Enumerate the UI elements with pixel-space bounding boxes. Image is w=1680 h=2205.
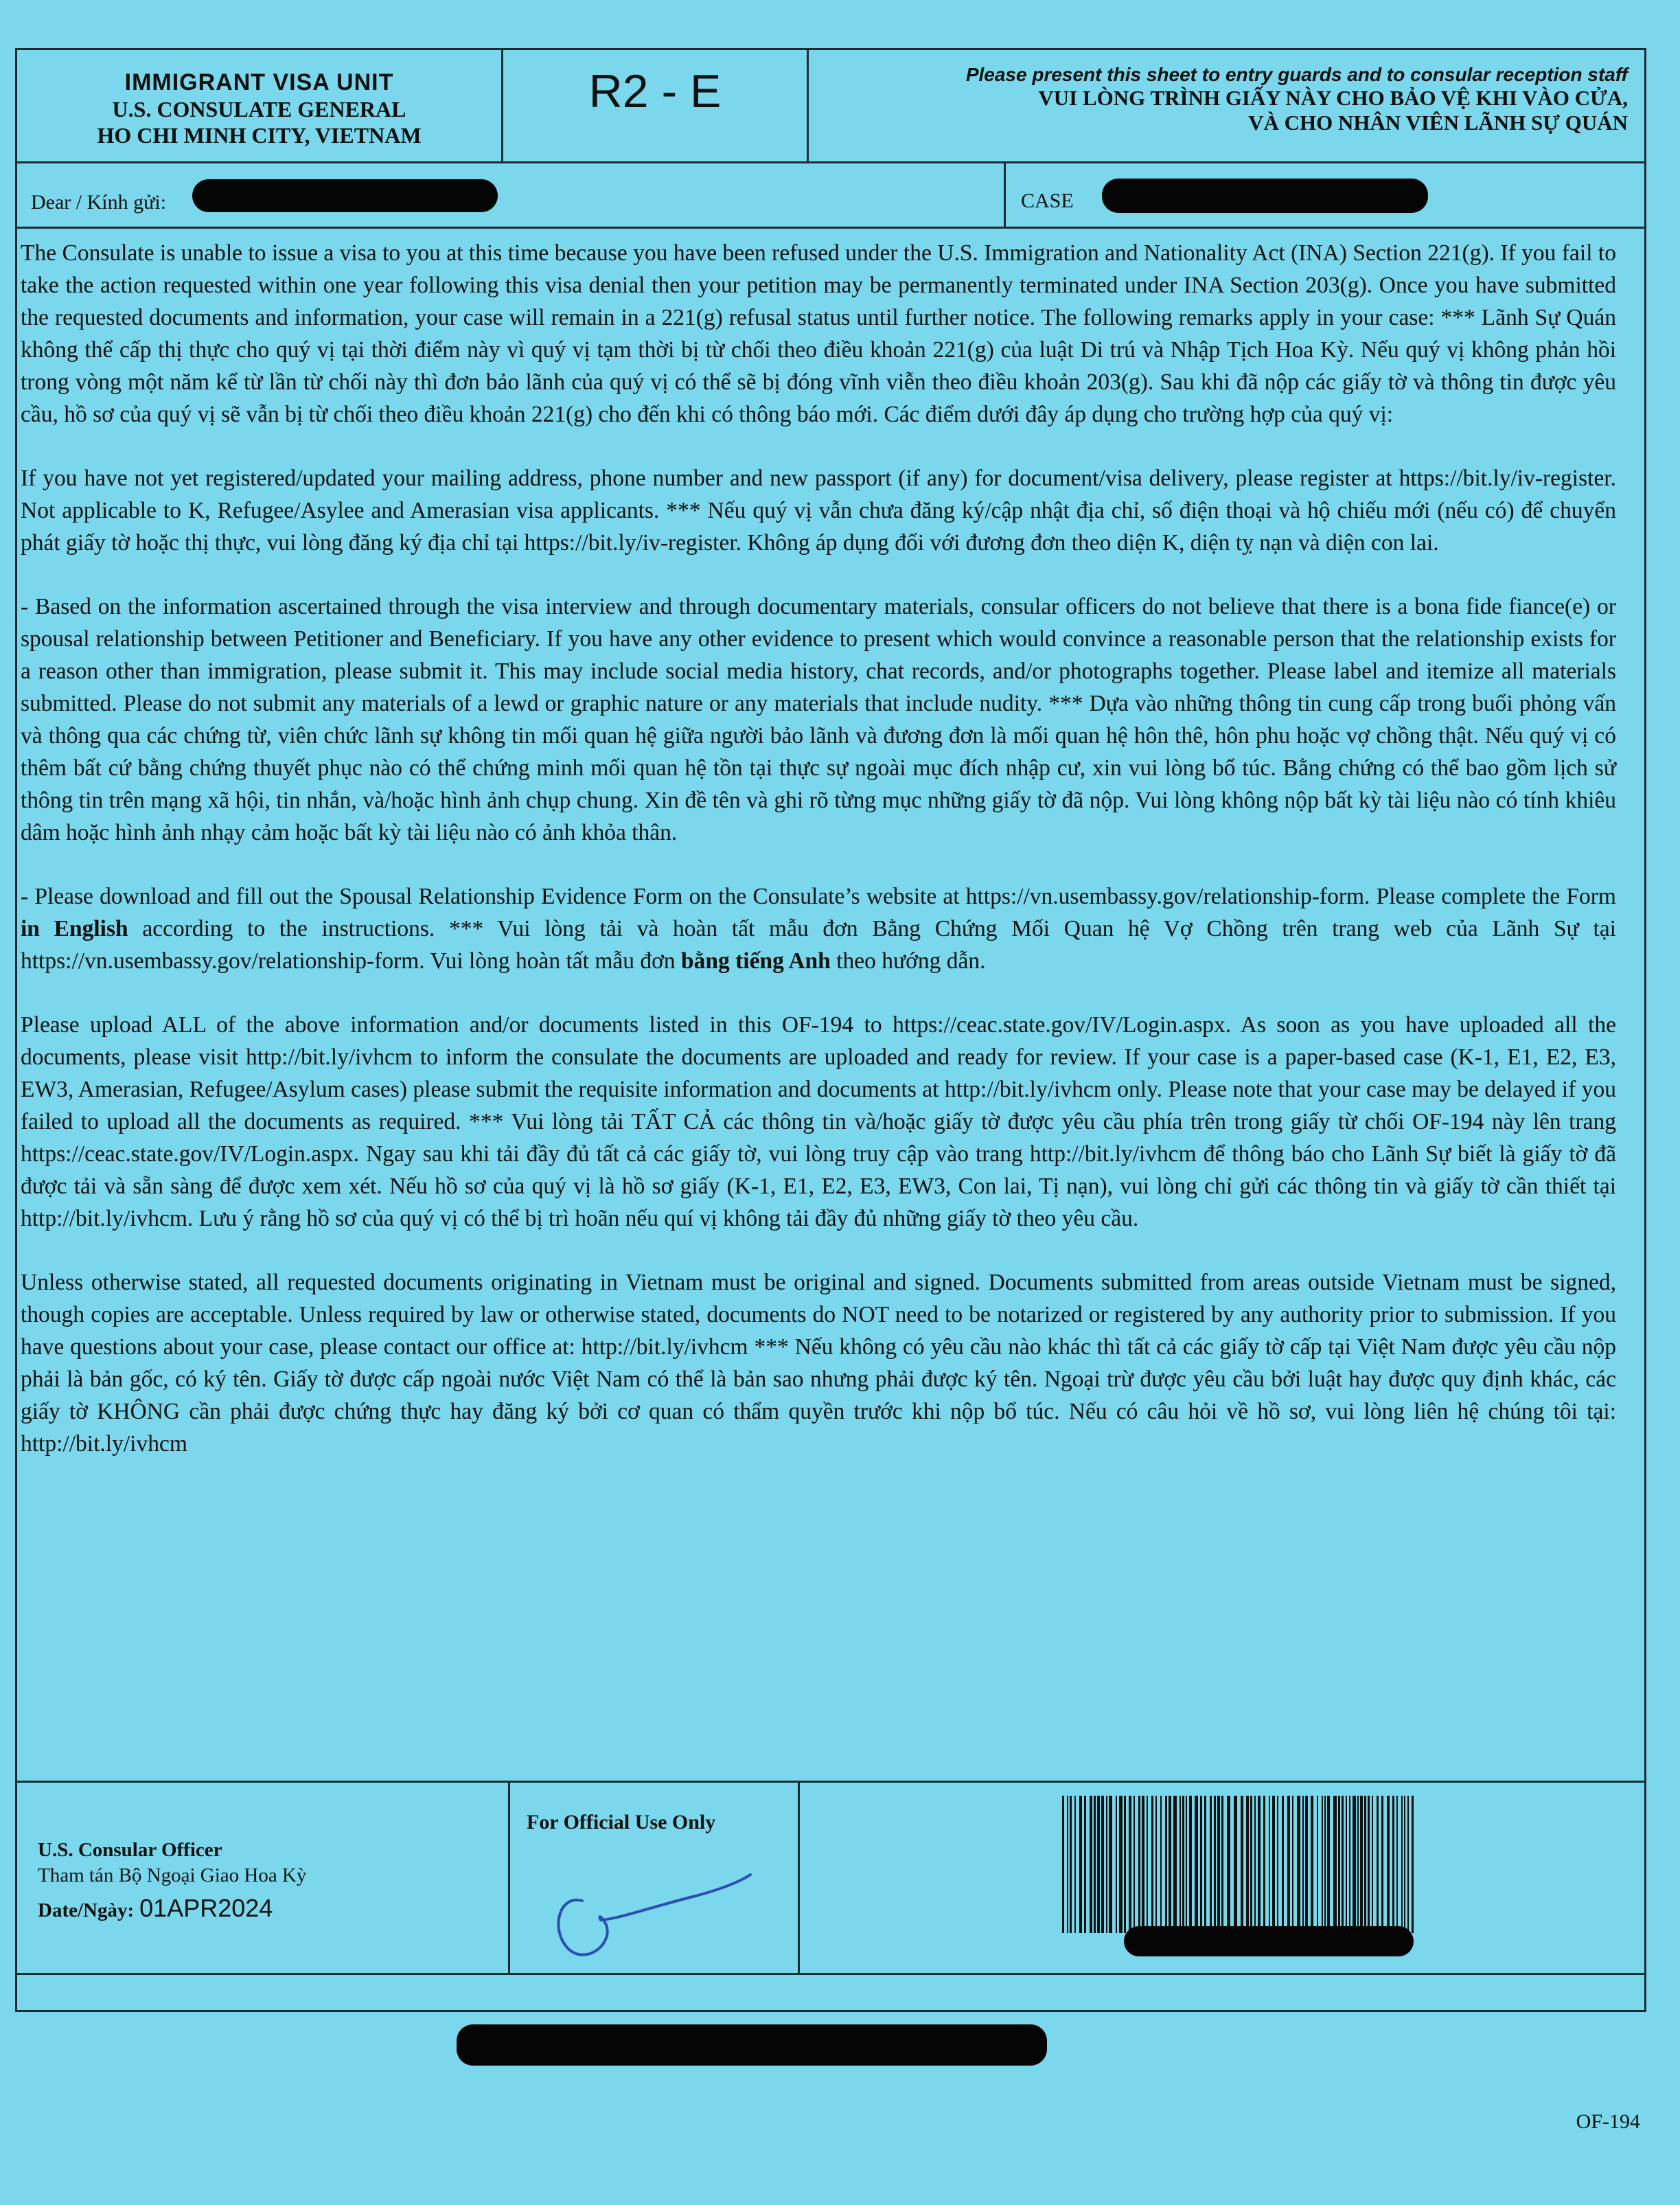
recipient-name-redaction: [192, 179, 498, 212]
barcode-bar: [1401, 1796, 1403, 1933]
barcode-bar: [1258, 1796, 1261, 1933]
case-number-redaction: [1102, 179, 1428, 213]
paragraph-upload-instructions: Please upload ALL of the above information and/or documents listed in this OF-194 to https://ceac.state.gov/IV/Login.aspx. As soon as you have uploaded all the documents, please visit http://bit.ly/ivhcm to inform the consulate the documents are uploaded and ready for review. If your case is a paper-based case (K-1, E1, E2, E3, EW3, Amerasian, Refugee/Asylum cases) please submit the requisite information and documents at http://bit.ly/ivhcm only. Please note that your case may be delayed if you failed to upload all the documents as required. *** Vui lòng tải TẤT CẢ các thông tin và/hoặc giấy tờ được yêu cầu phía trên trong giấy từ chối OF-194 này lên trang https://ceac.state.gov/IV/Login.aspx. Ngay sau khi tải đầy đủ tất cả các giấy tờ, vui lòng truy cập vào trang http://bit.ly/ivhcm để thông báo cho Lãnh Sự biết là giấy tờ đã được tải và sẵn sàng để được xem xét. Nếu hồ sơ của quý vị là hồ sơ giấy (K-1, E1, E2, E3, EW3, Con lai, Tị nạn), vui lòng chỉ gửi các thông tin và giấy tờ cần thiết tại http://bit.ly/ivhcm. Lưu ý rằng hồ sơ của quý vị có thể bị trì hoãn nếu quí vị không tải đầy đủ những giấy tờ theo yêu cầu.: [21, 1012, 1616, 1231]
date-label: Date/Ngày:: [38, 1899, 135, 1921]
barcode-bar: [1404, 1796, 1405, 1933]
case-label: CASE: [1021, 190, 1074, 212]
official-use-cell: [510, 1781, 800, 1973]
consular-officer-cell: [17, 1781, 510, 1973]
barcode-bar: [1173, 1796, 1177, 1933]
barcode-bar: [1204, 1796, 1206, 1933]
barcode-cell: [800, 1781, 1644, 1973]
form-text-1: - Please download and fill out the Spousal Relationship Evidence Form on the Consulate’s website at https://vn.usembassy.gov/relationship-form. Please complete the Form: [21, 884, 1616, 909]
barcode-bar: [1250, 1796, 1252, 1933]
barcode-bar: [1360, 1796, 1363, 1933]
paragraph-refusal-notice: The Consulate is unable to issue a visa to you at this time because you have been refused under the U.S. Immigration and Nationality Act (INA) Section 221(g). If you fail to take the action requested within one year following this visa denial then your petition may be permanently terminated under INA Section 203(g). Once you have submitted the requested documents and information, your case will remain in a 221(g) refusal status until further notice. The following remarks apply in your case: *** Lãnh Sự Quán không thể cấp thị thực cho quý vị tại thời điểm này vì quý vị tạm thời bị từ chối theo điều khoản 221(g) của luật Di trú và Nhập Tịch Hoa Kỳ. Nếu quý vị không phản hồi trong vòng một năm kể từ lần từ chối này thì đơn bảo lãnh của quý vị có thể sẽ bị đóng vĩnh viễn theo điều khoản 203(g). Sau khi đã nộp các giấy tờ và thông tin được yêu cầu, hồ sơ của quý vị sẽ vẫn bị từ chối theo điều khoản 221(g) cho đến khi có thông báo mới. Các điểm dưới đây áp dụng cho trường hợp của quý vị:: [21, 240, 1616, 427]
barcode-bar: [1227, 1796, 1230, 1933]
barcode-bar: [1180, 1796, 1181, 1933]
barcode-bar: [1277, 1796, 1278, 1933]
paragraph-document-requirements: Unless otherwise stated, all requested documents originating in Vietnam must be original and signed. Documents submitted from areas outside Vietnam must be signed, though copies are acceptable. Unless required by law or otherwise stated, documents do NOT need to be notarized or registered by any authority prior to submission. If you have questions about your case, please contact our office at: http://bit.ly/ivhcm *** Nếu không có yêu cầu nào khác thì tất cả các giấy tờ cấp tại Việt Nam được yêu cầu nộp phải là bản gốc, có ký tên. Giấy tờ được cấp ngoài nước Việt Nam có thể là bản sao nhưng phải được ký tên. Ngoại trừ được yêu cầu bởi luật hay được quy định khác, các giấy tờ KHÔNG cần phải được chứng thực hay đăng ký bởi cơ quan có thẩm quyền trước khi nộp bổ túc. Nếu có câu hỏi về hồ sơ, vui lòng liên hệ chúng tôi tại: http://bit.ly/ivhcm: [21, 1270, 1616, 1456]
barcode-bar: [1074, 1796, 1076, 1933]
barcode-bar: [1214, 1796, 1216, 1933]
barcode-bar: [1142, 1796, 1144, 1933]
paragraph-relationship-form: [21, 880, 1616, 977]
form-emphasis-vi: bằng tiếng Anh: [680, 948, 831, 974]
issuing-unit-box: [17, 50, 503, 163]
barcode-bar: [1282, 1796, 1284, 1933]
barcode-bar: [1263, 1796, 1265, 1933]
barcode-bar: [1392, 1796, 1394, 1933]
barcode-bar: [1377, 1796, 1379, 1933]
date-value: 01APR2024: [139, 1894, 273, 1922]
barcode-bar: [1221, 1796, 1223, 1933]
barcode-bar: [1182, 1796, 1184, 1933]
barcode-bar: [1210, 1796, 1212, 1933]
barcode-bar: [1287, 1796, 1290, 1933]
barcode-bar: [1412, 1796, 1414, 1933]
barcode-bar: [1200, 1796, 1202, 1933]
case-cell: [1006, 163, 1644, 229]
form-emphasis-en: in English: [21, 916, 128, 941]
barcode-bar: [1147, 1796, 1148, 1933]
entry-notice-vi-line2: VÀ CHO NHÂN VIÊN LÃNH SỰ QUÁN: [1248, 111, 1628, 135]
barcode-bar: [1189, 1796, 1192, 1933]
barcode-bar: [1254, 1796, 1256, 1933]
barcode-bar: [1353, 1796, 1356, 1933]
barcode-bar: [1234, 1796, 1237, 1933]
barcode-bar: [1097, 1796, 1100, 1933]
barcode-bar: [1311, 1796, 1313, 1933]
barcode-bar: [1106, 1796, 1107, 1933]
dear-label: Dear / Kính gửi:: [31, 191, 167, 214]
consulate-city: HO CHI MINH CITY, VIETNAM: [97, 123, 422, 148]
paragraph-registration: If you have not yet registered/updated your mailing address, phone number and new passport (if any) for document/visa delivery, please register at https://bit.ly/iv-register. Not applicable to K, Refugee/Asylee and Amerasian visa applicants. *** Nếu quý vị vẫn chưa đăng ký/cập nhật địa chỉ, số điện thoại và hộ chiếu mới (nếu có) để chuyển phát giấy tờ hoặc thị thực, vui lòng đăng ký địa chỉ tại https://bit.ly/iv-register. Không áp dụng đối với đương đơn theo diện K, diện tỵ nạn và diện con lai.: [21, 466, 1616, 556]
barcode-bar: [1269, 1796, 1270, 1933]
barcode-bar: [1292, 1796, 1293, 1933]
officer-title-vi: Tham tán Bộ Ngoại Giao Hoa Kỳ: [38, 1864, 307, 1886]
barcode-bar: [1305, 1796, 1308, 1933]
barcode-bar: [1155, 1796, 1157, 1933]
consulate-name: U.S. CONSULATE GENERAL: [112, 97, 406, 122]
barcode-bar: [1246, 1796, 1249, 1933]
barcode-bar: [1079, 1796, 1082, 1933]
barcode-bar: [1241, 1796, 1243, 1933]
entry-notice-en: Please present this sheet to entry guards and to consular reception staff: [965, 64, 1628, 85]
refusal-date: [38, 1894, 273, 1923]
barcode-bar: [1407, 1796, 1409, 1933]
refusal-code: R2 - E: [503, 50, 809, 163]
barcode-bar: [1151, 1796, 1153, 1933]
form-number: OF-194: [1576, 2110, 1640, 2133]
barcode-bar: [1109, 1796, 1112, 1933]
barcode-bar: [1067, 1796, 1068, 1933]
barcode-bar: [1324, 1796, 1326, 1933]
barcode-bar: [1327, 1796, 1330, 1933]
barcode-bar: [1090, 1796, 1092, 1933]
barcode-bar: [1272, 1796, 1275, 1933]
official-use-label: For Official Use Only: [527, 1811, 716, 1833]
form-text-2: according to the instructions. *** Vui lòng tải và hoàn tất mẫu đơn Bằng Chứng Mối Quan hệ Vợ Chồng trên trang web của Lãnh Sự tại https://vn.usembassy.gov/relationship-form. Vui lòng hoàn tất mẫu đơn: [21, 916, 1616, 974]
barcode-bar: [1346, 1796, 1347, 1933]
barcode-bar: [1160, 1796, 1162, 1933]
refusal-letter-body: [21, 237, 1616, 1492]
barcode-bar: [1217, 1796, 1220, 1933]
barcode-bar: [1302, 1796, 1304, 1933]
barcode-bar: [1116, 1796, 1117, 1933]
case-barcode: [1061, 1796, 1418, 1933]
barcode-bar: [1138, 1796, 1140, 1933]
barcode-bar: [1297, 1796, 1300, 1933]
entry-notice-vi-line1: VUI LÒNG TRÌNH GIẤY NÀY CHO BẢO VỆ KHI VÀO CỬA,: [1038, 86, 1628, 110]
recipient-cell: [17, 163, 1006, 229]
barcode-bar: [1381, 1796, 1383, 1933]
barcode-number-redaction: [1124, 1926, 1414, 1956]
barcode-bar: [1387, 1796, 1390, 1933]
barcode-bar: [1338, 1796, 1340, 1933]
form-text-3: theo hướng dẫn.: [830, 948, 986, 974]
entry-notice-box: [809, 50, 1644, 163]
barcode-bar: [1165, 1796, 1167, 1933]
barcode-bar: [1101, 1796, 1104, 1933]
footer-middle-rule: [17, 1973, 1644, 1975]
barcode-bar: [1322, 1796, 1323, 1933]
barcode-bar: [1124, 1796, 1126, 1933]
unit-title: IMMIGRANT VISA UNIT: [124, 69, 394, 95]
barcode-bar: [1129, 1796, 1131, 1933]
barcode-bar: [1070, 1796, 1072, 1933]
barcode-bar: [1396, 1796, 1398, 1933]
barcode-bar: [1169, 1796, 1171, 1933]
barcode-bar: [1364, 1796, 1366, 1933]
barcode-bar: [1317, 1796, 1318, 1933]
paragraph-relationship-evidence: - Based on the information ascertained through the visa interview and through documentary materials, consular officers do not believe that there is a bona fide fiance(e) or spousal relationship between Petitioner and Beneficiary. If you have any other evidence to present which would convince a reasonable person that the relationship exists for a reason other than immigration, please submit it. This may include social media history, chat records, and/or photographs together. Please label and itemize all materials submitted. Please do not submit any materials of a lewd or graphic nature or any materials that include nudity. *** Dựa vào những thông tin cung cấp trong buổi phỏng vấn và thông qua các chứng từ, viên chức lãnh sự không tin mối quan hệ giữa người bảo lãnh và đương đơn là mối quan hệ hôn thê, hôn phu hoặc vợ chồng thật. Nếu quý vị có thêm bất cứ bằng chứng thuyết phục nào có thể chứng minh mối quan hệ tồn tại thực sự ngoài mục đích nhập cư, xin vui lòng bổ túc. Bằng chứng có thể bao gồm lịch sử thông tin trên mạng xã hội, tin nhắn, và/hoặc hình ảnh chụp chung. Xin đề tên và ghi rõ từng mục những giấy tờ đã nộp. Vui lòng không nộp bất kỳ tài liệu nào có tính khiêu dâm hoặc hình ảnh nhạy cảm hoặc bất kỳ tài liệu nào có ảnh khỏa thân.: [21, 594, 1616, 845]
barcode-bar: [1372, 1796, 1373, 1933]
barcode-bar: [1349, 1796, 1350, 1933]
barcode-bar: [1368, 1796, 1370, 1933]
barcode-bar: [1342, 1796, 1344, 1933]
barcode-bar: [1094, 1796, 1096, 1933]
barcode-bar: [1119, 1796, 1123, 1933]
barcode-bar: [1333, 1796, 1337, 1933]
barcode-bar: [1084, 1796, 1086, 1933]
barcode-bar: [1062, 1796, 1064, 1933]
barcode-bar: [1195, 1796, 1198, 1933]
officer-title: U.S. Consular Officer: [38, 1839, 222, 1861]
barcode-bar: [1134, 1796, 1135, 1933]
applicant-address-redaction: [457, 2024, 1047, 2066]
barcode-bar: [1186, 1796, 1187, 1933]
officer-initials-signature: [510, 1781, 800, 1973]
barcode-bar: [1357, 1796, 1359, 1933]
